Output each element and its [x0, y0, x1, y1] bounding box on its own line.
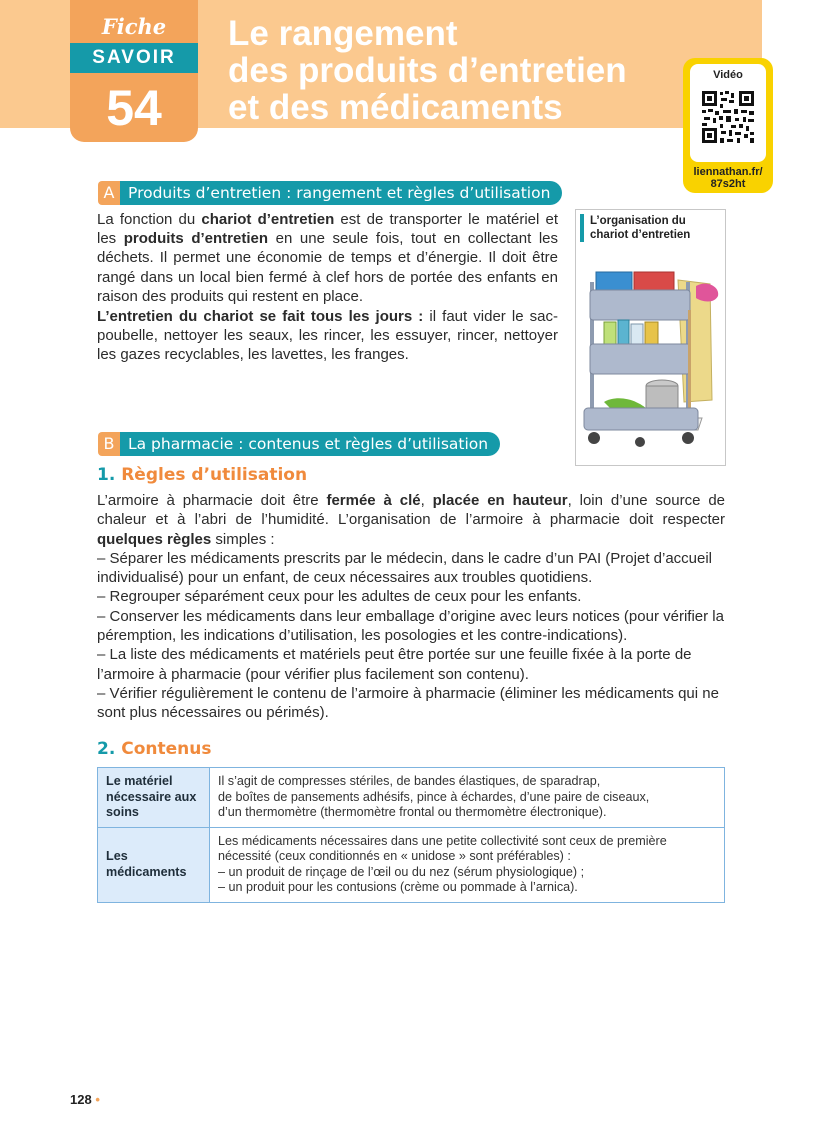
badge-fiche-label: Fiche — [101, 14, 167, 39]
table-cell-value — [210, 768, 725, 828]
contenus-table — [97, 767, 725, 903]
video-link-line1: liennathan.fr/ — [693, 166, 763, 178]
table-line: – un produit pour les contusions (crème ou pommade à l’arnica). — [218, 880, 578, 894]
page-number-dot: • — [95, 1092, 100, 1107]
section-b-letter: B — [98, 432, 120, 456]
fiche-number: 54 — [106, 80, 162, 136]
subheading-regles — [97, 465, 307, 485]
cart-figure — [575, 209, 726, 466]
title-line-2: des produits d’entretien — [228, 51, 627, 90]
regles-bullet-3: – Conserver les médicaments dans leur emballage d’origine avec leurs notices (pour vérifier la péremption, les indications d’utilisation, les posologies et les contre-indications). — [97, 607, 724, 645]
subheading-contenus — [97, 739, 211, 759]
table-line: nécessité (ceux conditionnés en « unidose » sont préférables) : — [218, 849, 571, 863]
table-cell-key: Le matériel nécessaire aux soins — [98, 768, 210, 828]
page-number-value: 128 — [70, 1092, 92, 1107]
subheading-contenus-number: 2. — [97, 739, 116, 759]
section-a-heading — [98, 181, 562, 205]
subheading-regles-number: 1. — [97, 465, 116, 485]
table-cell-value — [210, 827, 725, 902]
video-card — [690, 64, 766, 162]
video-box[interactable] — [683, 58, 773, 193]
table-line: d’un thermomètre (thermomètre frontal ou thermomètre électronique). — [218, 805, 607, 819]
page-number — [70, 1092, 100, 1107]
table-line: Les médicaments nécessaires dans une petite collectivité sont ceux de première — [218, 833, 667, 848]
video-link-line2: 87s2ht — [710, 178, 746, 190]
section-a-paragraph-2: L’entretien du chariot se fait tous les jours : il faut vider le sac-poubelle, nettoyer les seaux, les rincer, les essuyer, rincer, nettoyer les gazes recyclables, les lavettes, les franges. — [97, 308, 558, 364]
table-row — [98, 827, 725, 902]
cleaning-cart-illustration — [578, 250, 723, 460]
emphasis-text: quelques règles — [97, 530, 212, 548]
emphasis-text: produits d’entretien — [123, 230, 269, 248]
figure-caption: L’organisation du chariot d’entretien — [580, 214, 715, 242]
video-label: Vidéo — [713, 69, 743, 81]
fiche-badge — [70, 0, 198, 142]
subheading-contenus-title: Contenus — [121, 739, 212, 759]
emphasis-text: fermée à clé — [326, 492, 421, 509]
emphasis-text: placée en hauteur — [432, 492, 568, 509]
section-b-heading — [98, 432, 500, 456]
emphasis-text: chariot d’entretien — [201, 211, 335, 228]
table-line: – un produit de rinçage de l’œil ou du nez (sérum physiologique) ; — [218, 864, 585, 879]
title-line-3: et des médicaments — [228, 88, 563, 127]
regles-bullet-1: – Séparer les médicaments prescrits par le médecin, dans le cadre d’un PAI (Projet d’accueil individualisé) pour un enfant, de ceux nécessaires aux troubles quotidiens. — [97, 549, 713, 587]
title-line-1: Le rangement — [228, 14, 458, 53]
subheading-regles-title: Règles d’utilisation — [121, 465, 308, 485]
regles-bullet-5: – Vérifier régulièrement le contenu de l’armoire à pharmacie (éliminer les médicaments qui ne sont plus nécessaires ou périmés). — [97, 684, 719, 722]
section-b-label: La pharmacie : contenus et règles d’utilisation — [120, 432, 500, 456]
page-title — [228, 15, 627, 126]
section-a-label: Produits d’entretien : rangement et règles d’utilisation — [120, 181, 562, 205]
section-a-letter: A — [98, 181, 120, 205]
emphasis-text: L’entretien du chariot se fait tous les jours : — [97, 308, 424, 325]
table-cell-key: Les médicaments — [98, 827, 210, 902]
video-link[interactable] — [683, 166, 773, 190]
regles-intro: L’armoire à pharmacie doit être fermée à clé, placée en hauteur, loin d’une source de chaleur et à l’abri de l’humidité. L’organisation de l’armoire à pharmacie doit respecter quelques règles simples : — [97, 492, 725, 548]
table-line: de boîtes de pansements adhésifs, pince à échardes, d’une paire de ciseaux, — [218, 789, 650, 804]
regles-bullet-2: – Regrouper séparément ceux pour les adultes de ceux pour les enfants. — [97, 588, 582, 606]
section-a-paragraph-1: La fonction du chariot d’entretien est de transporter le matériel et les produits d’entretien en une seule fois, tout en collectant les déchets. Il permet une économie de temps et d’énergie. Il doit être rangé dans un local bien fermé à clef hors de portée des enfants en raison des produits qui restent en place. — [97, 211, 559, 305]
qr-code-icon[interactable] — [701, 90, 755, 144]
regles-bullet-4: – La liste des médicaments et matériels peut être portée sur une feuille fixée à la porte de l’armoire à pharmacie (pour vérifier plus facilement son contenu). — [97, 646, 692, 683]
table-line: Il s’agit de compresses stériles, de bandes élastiques, de sparadrap, — [218, 774, 601, 788]
badge-savoir-label: SAVOIR — [70, 43, 198, 73]
table-row — [98, 768, 725, 828]
regles-text-block — [97, 491, 725, 723]
